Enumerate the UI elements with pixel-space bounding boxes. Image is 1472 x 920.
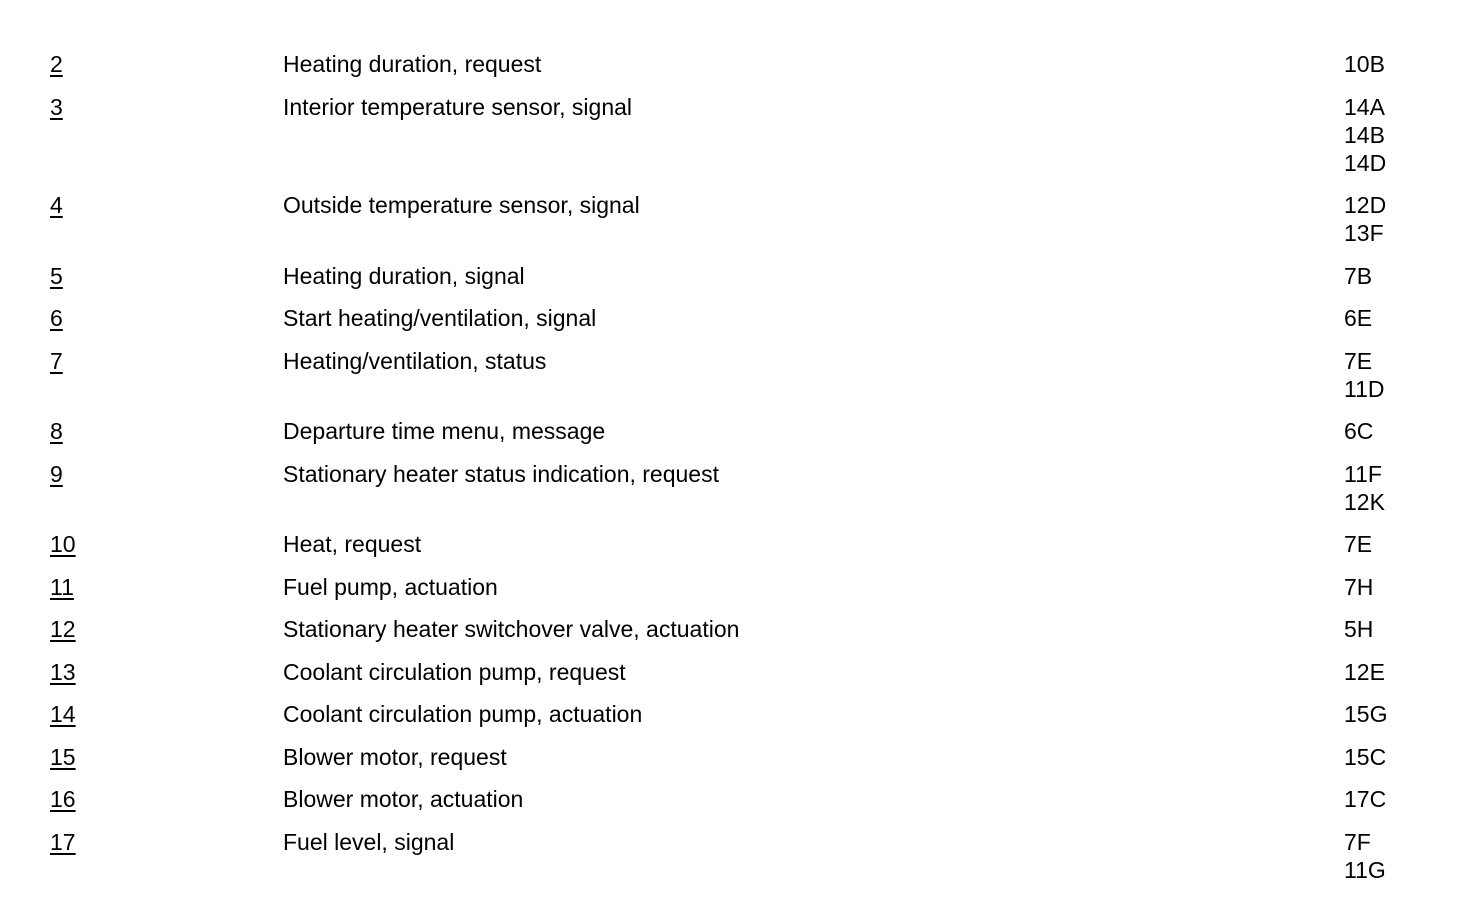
signal-number-link[interactable]: 7 [50, 347, 63, 374]
signal-description: Start heating/ventilation, signal [283, 305, 597, 331]
grid-reference: 5H [1344, 616, 1374, 642]
grid-reference-list [1344, 262, 1372, 290]
signal-description: Blower motor, actuation [283, 786, 524, 812]
grid-reference: 11D [1344, 375, 1385, 402]
grid-reference-list [1344, 743, 1386, 771]
grid-reference-list [1344, 658, 1385, 686]
grid-reference: 6E [1344, 305, 1373, 331]
grid-reference: 12D [1344, 192, 1387, 218]
grid-reference-list [1344, 347, 1385, 403]
signal-number-link[interactable]: 10 [50, 531, 76, 557]
grid-reference-list [1344, 191, 1386, 247]
grid-reference: 10B [1344, 51, 1385, 77]
signal-number-link[interactable]: 12 [50, 616, 76, 642]
grid-reference: 6C [1344, 418, 1374, 444]
grid-reference: 7F [1344, 828, 1371, 855]
grid-reference-list [1344, 573, 1373, 601]
signal-number-link[interactable]: 3 [50, 93, 63, 120]
signal-number-link[interactable]: 2 [50, 51, 63, 77]
signal-number-link[interactable]: 11 [50, 573, 74, 600]
grid-reference: 7B [1344, 262, 1373, 289]
signal-description: Outside temperature sensor, signal [283, 192, 640, 218]
grid-reference-list [1344, 785, 1386, 813]
grid-reference: 12K [1344, 488, 1385, 515]
signal-number-link[interactable]: 13 [50, 658, 76, 685]
signal-description: Heating duration, signal [283, 262, 525, 289]
signal-description: Departure time menu, message [283, 418, 606, 444]
grid-reference-list [1344, 93, 1386, 177]
grid-reference-list [1344, 530, 1372, 558]
grid-reference-list [1344, 460, 1385, 516]
signal-description: Stationary heater status indication, request [283, 460, 719, 487]
grid-reference: 15G [1344, 701, 1388, 727]
signal-number-link[interactable]: 6 [50, 305, 63, 331]
grid-reference: 11F [1344, 460, 1382, 487]
grid-reference: 7E [1344, 347, 1373, 374]
grid-reference: 7E [1344, 531, 1373, 557]
grid-reference: 14A [1344, 93, 1385, 120]
grid-reference-list [1344, 700, 1387, 728]
signal-description: Fuel pump, actuation [283, 573, 498, 600]
grid-reference: 14B [1344, 121, 1385, 148]
grid-reference: 14D [1344, 149, 1387, 176]
signal-number-link[interactable]: 9 [50, 460, 63, 487]
signal-number-link[interactable]: 16 [50, 786, 76, 812]
signal-description: Coolant circulation pump, request [283, 658, 626, 685]
grid-reference-list [1344, 50, 1385, 78]
signal-description: Heating/ventilation, status [283, 347, 547, 374]
signal-number-link[interactable]: 4 [50, 192, 63, 218]
signal-number-link[interactable]: 17 [50, 828, 76, 855]
signal-number-link[interactable]: 14 [50, 701, 76, 727]
signal-description: Stationary heater switchover valve, actuation [283, 616, 740, 642]
grid-reference-list [1344, 304, 1372, 332]
signal-number-link[interactable]: 8 [50, 418, 63, 444]
grid-reference: 12E [1344, 658, 1385, 685]
grid-reference: 13F [1344, 220, 1384, 246]
grid-reference: 7H [1344, 573, 1374, 600]
grid-reference-list [1344, 417, 1373, 445]
signal-description: Interior temperature sensor, signal [283, 93, 633, 120]
signal-description: Fuel level, signal [283, 828, 455, 855]
grid-reference-list [1344, 828, 1386, 884]
signal-description: Heating duration, request [283, 51, 542, 77]
signal-number-link[interactable]: 5 [50, 262, 63, 289]
signal-description: Heat, request [283, 531, 422, 557]
signal-number-link[interactable]: 15 [50, 743, 76, 770]
grid-reference: 17C [1344, 786, 1387, 812]
signal-description: Coolant circulation pump, actuation [283, 701, 643, 727]
signal-description: Blower motor, request [283, 743, 507, 770]
grid-reference-list [1344, 615, 1373, 643]
grid-reference: 15C [1344, 743, 1387, 770]
grid-reference: 11G [1344, 856, 1386, 883]
